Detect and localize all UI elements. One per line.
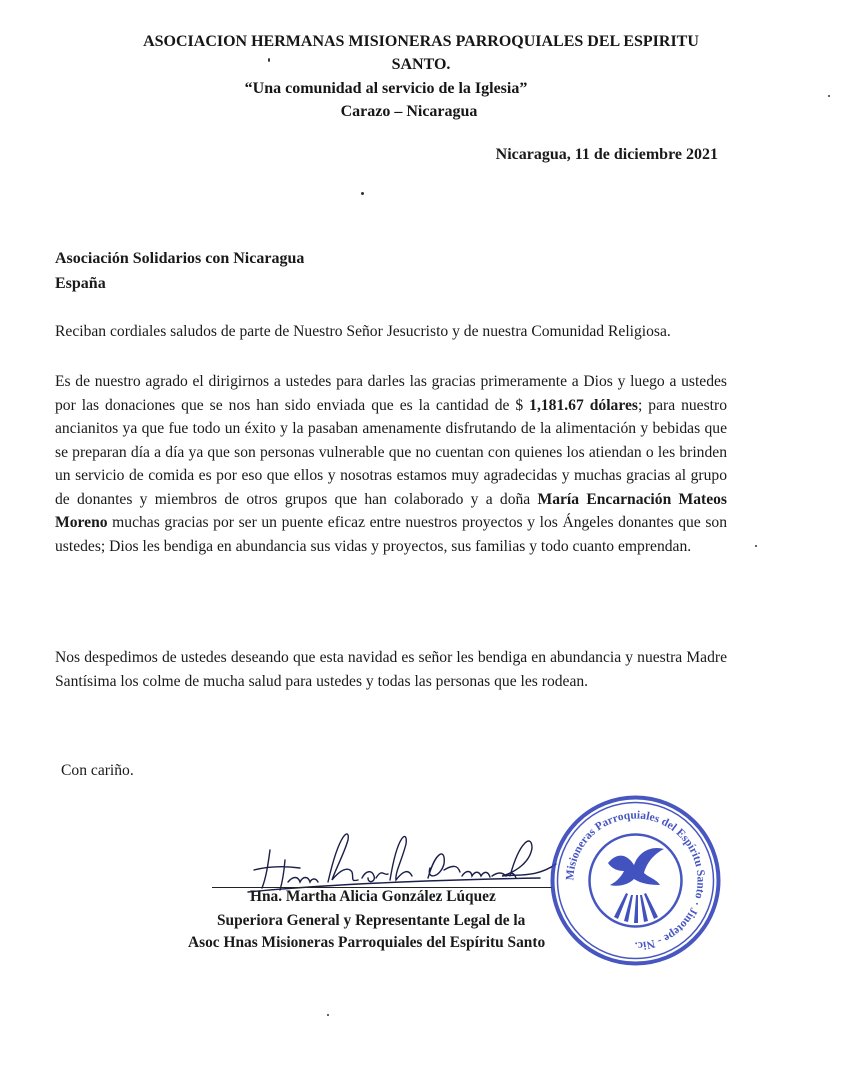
- org-motto: “Una comunidad al servicio de la Iglesia”: [244, 80, 528, 97]
- letter-date: Nicaragua, 11 de diciembre 2021: [495, 146, 718, 163]
- thanks-paragraph: [55, 370, 727, 558]
- scan-speck: [327, 1014, 329, 1016]
- greeting-paragraph: Reciban cordiales saludos de parte de Nuestro Señor Jesucristo y de nuestra Comunidad Religiosa.: [55, 323, 671, 340]
- farewell-paragraph: Nos despedimos de ustedes deseando que esta navidad es señor les bendiga en abundancia y nuestra Madre Santísima los colme de mucha salud para ustedes y todas las personas que les rodean.: [55, 649, 727, 690]
- official-seal-stamp: [548, 793, 723, 968]
- scan-speck: [268, 58, 270, 62]
- recipient-country: España: [55, 275, 106, 292]
- donation-amount: 1,181.67 dólares: [529, 396, 638, 414]
- intermediary-name: María Encarnación Mateos Moreno: [55, 490, 728, 531]
- signatory-organization: Asoc Hnas Misioneras Parroquiales del Espíritu Santo: [188, 934, 546, 951]
- stamp-text: Misioneras Parroquiales del Espíritu Santo · Jinotepe - Nic.: [564, 809, 707, 952]
- org-name-line1: ASOCIACION HERMANAS MISIONERAS PARROQUIALES DEL ESPIRITU: [143, 33, 699, 50]
- org-name-line2: SANTO.: [391, 56, 451, 73]
- svg-text:Misioneras Parroquiales del Es: [564, 809, 706, 951]
- thanks-text-a: Es de nuestro agrado el dirigirnos a ustedes para darles las gracias primeramente a Dios y luego a ustedes por las donaciones que se nos han sido enviada que es la cantidad de $: [55, 373, 727, 414]
- org-location: Carazo – Nicaragua: [340, 103, 478, 120]
- scan-speck: [361, 192, 364, 195]
- thanks-text-b: ; para nuestro ancianitos ya que fue todo un éxito y la pasaban amenamente disfrutando de la alimentación y bebidas que se preparan día a día ya que son personas vulnerable que no cuentan con quienes los atiendan o les brinden un servicio de comida es por eso que ellos y nosotras estamos muy agradecidas y muchas gracias al grupo de donantes y miembros de otros grupos que han colaborado y a doña: [55, 396, 727, 508]
- recipient-name: Asociación Solidarios con Nicaragua: [55, 250, 305, 267]
- signatory-name: Hna. Martha Alicia González Lúquez: [250, 888, 496, 905]
- signatory-title: Superiora General y Representante Legal de la: [217, 912, 526, 929]
- closing-salutation: Con cariño.: [61, 762, 134, 779]
- scan-speck: [828, 95, 830, 97]
- thanks-text-c: muchas gracias por ser un puente eficaz entre nuestros proyectos y los Ángeles donantes que son ustedes; Dios les bendiga en abundancia sus vidas y proyectos, sus familias y todo cuanto emprendan.: [55, 514, 727, 555]
- scan-speck: [755, 545, 757, 547]
